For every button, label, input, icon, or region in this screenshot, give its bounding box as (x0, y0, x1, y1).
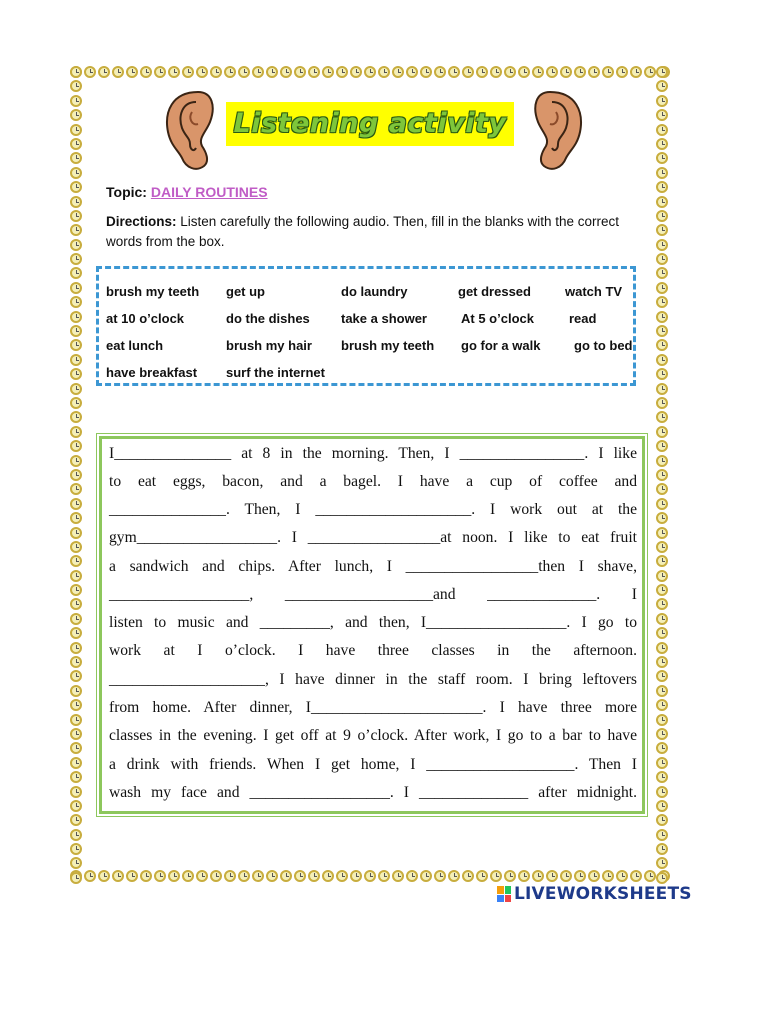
clock-icon (168, 66, 180, 78)
clock-icon (656, 742, 668, 754)
clock-icon (70, 368, 82, 380)
clock-icon (70, 728, 82, 740)
clock-icon (644, 66, 656, 78)
word-bank-item: watch TV (565, 284, 623, 299)
clock-icon (656, 95, 668, 107)
clock-icon (70, 829, 82, 841)
clock-icon (546, 870, 558, 882)
clock-icon (656, 570, 668, 582)
clock-icon (656, 397, 668, 409)
word-bank-item: brush my hair (226, 338, 312, 353)
clock-border-top (70, 66, 670, 80)
clock-icon (656, 109, 668, 121)
clock-icon (656, 584, 668, 596)
clock-icon (406, 870, 418, 882)
word-bank-item: get up (226, 284, 265, 299)
clock-icon (656, 714, 668, 726)
clock-icon (224, 66, 236, 78)
clock-border-bottom (70, 870, 670, 884)
clock-icon (154, 66, 166, 78)
clock-icon (378, 66, 390, 78)
liveworksheets-logo[interactable] (497, 883, 692, 905)
clock-icon (630, 66, 642, 78)
clock-icon (70, 800, 82, 812)
clock-icon (70, 642, 82, 654)
clock-icon (656, 354, 668, 366)
clock-icon (70, 857, 82, 869)
clock-icon (70, 512, 82, 524)
topic-value: DAILY ROUTINES (150, 184, 268, 200)
clock-icon (238, 870, 250, 882)
clock-icon (70, 584, 82, 596)
clock-icon (70, 181, 82, 193)
directions-label: Directions: (106, 214, 177, 229)
clock-icon (266, 66, 278, 78)
clock-icon (70, 440, 82, 452)
clock-icon (644, 870, 656, 882)
clock-icon (656, 814, 668, 826)
clock-icon (476, 870, 488, 882)
clock-icon (70, 109, 82, 121)
clock-icon (70, 757, 82, 769)
clock-icon (656, 771, 668, 783)
clock-icon (280, 870, 292, 882)
clock-icon (602, 870, 614, 882)
clock-icon (224, 870, 236, 882)
clock-icon (560, 66, 572, 78)
clock-icon (448, 66, 460, 78)
clock-icon (70, 138, 82, 150)
word-bank-item: do laundry (341, 284, 408, 299)
clock-icon (322, 66, 334, 78)
clock-icon (656, 527, 668, 539)
clock-icon (490, 66, 502, 78)
clock-icon (532, 66, 544, 78)
clock-icon (70, 339, 82, 351)
clock-icon (70, 541, 82, 553)
clock-icon (518, 66, 530, 78)
clock-icon (656, 267, 668, 279)
clock-icon (70, 786, 82, 798)
page-title: Listening activity (233, 108, 507, 139)
clock-icon (70, 397, 82, 409)
word-bank-item: At 5 o’clock (461, 311, 534, 326)
ear-icon (160, 88, 220, 174)
clock-icon (406, 66, 418, 78)
clock-icon (588, 66, 600, 78)
clock-icon (546, 66, 558, 78)
clock-icon (350, 66, 362, 78)
clock-icon (656, 138, 668, 150)
clock-icon (70, 124, 82, 136)
clock-icon (70, 95, 82, 107)
clock-icon (168, 870, 180, 882)
clock-icon (112, 66, 124, 78)
clock-icon (70, 325, 82, 337)
clock-icon (656, 627, 668, 639)
clock-icon (656, 483, 668, 495)
clock-icon (70, 872, 82, 884)
clock-icon (70, 598, 82, 610)
passage-line: _______________. Then, I ____________________. I work out at the (109, 501, 637, 518)
passage-line: ____________________, I have dinner in the staff room. I bring leftovers (109, 671, 637, 688)
clock-icon (308, 66, 320, 78)
clock-icon (70, 843, 82, 855)
clock-icon (656, 311, 668, 323)
clock-icon (308, 870, 320, 882)
word-bank-item: surf the internet (226, 365, 325, 380)
directions-text: Listen carefully the following audio. Then, fill in the blanks with the correct words from the box. (106, 214, 620, 249)
clock-icon (656, 670, 668, 682)
clock-icon (252, 870, 264, 882)
clock-icon (70, 66, 82, 78)
clock-icon (588, 870, 600, 882)
clock-icon (70, 670, 82, 682)
clock-icon (140, 66, 152, 78)
word-bank-item: do the dishes (226, 311, 310, 326)
clock-icon (656, 224, 668, 236)
clock-border-left (70, 66, 84, 884)
clock-icon (364, 870, 376, 882)
passage-line: I_______________ at 8 in the morning. Then, I ________________. I like (109, 445, 637, 462)
clock-icon (656, 512, 668, 524)
clock-icon (70, 311, 82, 323)
clock-border-right (656, 66, 670, 884)
clock-icon (656, 829, 668, 841)
clock-icon (656, 440, 668, 452)
directions (106, 212, 641, 252)
clock-icon (656, 282, 668, 294)
clock-icon (462, 66, 474, 78)
clock-icon (420, 870, 432, 882)
clock-icon (656, 339, 668, 351)
clock-icon (336, 870, 348, 882)
clock-icon (280, 66, 292, 78)
clock-icon (140, 870, 152, 882)
clock-icon (656, 613, 668, 625)
clock-icon (656, 296, 668, 308)
clock-icon (336, 66, 348, 78)
clock-icon (656, 239, 668, 251)
clock-icon (656, 124, 668, 136)
clock-icon (294, 66, 306, 78)
clock-icon (70, 296, 82, 308)
clock-icon (656, 656, 668, 668)
passage-line: __________________, ___________________and ______________. I (109, 586, 637, 603)
clock-icon (532, 870, 544, 882)
topic-line (106, 184, 268, 200)
clock-icon (560, 870, 572, 882)
clock-icon (462, 870, 474, 882)
clock-icon (126, 870, 138, 882)
clock-icon (518, 870, 530, 882)
clock-icon (434, 870, 446, 882)
clock-icon (70, 714, 82, 726)
clock-icon (420, 66, 432, 78)
clock-icon (266, 870, 278, 882)
liveworksheets-logo-icon (497, 886, 511, 902)
clock-icon (656, 325, 668, 337)
clock-icon (70, 224, 82, 236)
clock-icon (364, 66, 376, 78)
clock-icon (504, 870, 516, 882)
clock-icon (656, 167, 668, 179)
clock-icon (70, 613, 82, 625)
topic-label: Topic: (106, 184, 147, 200)
word-bank (96, 266, 636, 386)
clock-icon (84, 66, 96, 78)
clock-icon (210, 66, 222, 78)
clock-icon (656, 152, 668, 164)
word-bank-item: at 10 o’clock (106, 311, 185, 326)
brand-name: LIVEWORKSHEETS (514, 884, 692, 904)
clock-icon (656, 196, 668, 208)
clock-icon (656, 253, 668, 265)
clock-icon (392, 870, 404, 882)
clock-icon (70, 771, 82, 783)
clock-icon (84, 870, 96, 882)
clock-icon (616, 870, 628, 882)
clock-icon (70, 498, 82, 510)
clock-icon (70, 656, 82, 668)
ear-icon (528, 88, 588, 174)
clock-icon (656, 843, 668, 855)
clock-icon (656, 368, 668, 380)
word-bank-item: go to bed (574, 338, 633, 353)
clock-icon (70, 196, 82, 208)
clock-icon (434, 66, 446, 78)
clock-icon (70, 152, 82, 164)
passage-line: wash my face and __________________. I ______________ after midnight. (109, 784, 637, 801)
clock-icon (656, 642, 668, 654)
clock-icon (70, 814, 82, 826)
clock-icon (70, 699, 82, 711)
clock-icon (70, 685, 82, 697)
clock-icon (602, 66, 614, 78)
clock-icon (196, 870, 208, 882)
clock-icon (504, 66, 516, 78)
clock-icon (70, 469, 82, 481)
clock-icon (656, 383, 668, 395)
clock-icon (70, 80, 82, 92)
clock-icon (656, 786, 668, 798)
clock-icon (70, 282, 82, 294)
clock-icon (656, 541, 668, 553)
clock-icon (252, 66, 264, 78)
clock-icon (70, 267, 82, 279)
word-bank-item: have breakfast (106, 365, 198, 380)
clock-icon (656, 80, 668, 92)
clock-icon (70, 167, 82, 179)
clock-icon (98, 870, 110, 882)
clock-icon (70, 527, 82, 539)
clock-icon (70, 411, 82, 423)
word-bank-item: eat lunch (106, 338, 164, 353)
clock-icon (70, 555, 82, 567)
clock-icon (656, 757, 668, 769)
clock-icon (656, 555, 668, 567)
clock-icon (210, 870, 222, 882)
clock-icon (656, 598, 668, 610)
clock-icon (322, 870, 334, 882)
clock-icon (70, 426, 82, 438)
passage-line: work at I o’clock. I have three classes in the afternoon. (109, 642, 637, 659)
title-banner (226, 102, 514, 146)
clock-icon (70, 210, 82, 222)
clock-icon (70, 239, 82, 251)
word-bank-item: take a shower (341, 311, 427, 326)
clock-icon (656, 699, 668, 711)
passage-line: a drink with friends. When I get home, I ___________________. Then I (109, 756, 637, 773)
clock-icon (196, 66, 208, 78)
clock-icon (448, 870, 460, 882)
clock-icon (630, 870, 642, 882)
clock-icon (656, 685, 668, 697)
clock-icon (126, 66, 138, 78)
word-bank-item: read (569, 311, 597, 326)
passage-line: classes in the evening. I get off at 9 o’clock. After work, I go to a bar to have (109, 727, 637, 744)
word-bank-item: get dressed (458, 284, 531, 299)
clock-icon (656, 426, 668, 438)
clock-icon (154, 870, 166, 882)
clock-icon (656, 857, 668, 869)
word-bank-item: brush my teeth (106, 284, 200, 299)
clock-icon (574, 66, 586, 78)
clock-icon (70, 570, 82, 582)
clock-icon (98, 66, 110, 78)
clock-icon (490, 870, 502, 882)
passage-line: from home. After dinner, I______________________. I have three more (109, 699, 637, 716)
word-bank-item: brush my teeth (341, 338, 435, 353)
clock-icon (392, 66, 404, 78)
passage-line: to eat eggs, bacon, and a bagel. I have a cup of coffee and (109, 473, 637, 490)
clock-icon (238, 66, 250, 78)
passage-line: listen to music and _________, and then, I__________________. I go to (109, 614, 637, 631)
clock-icon (616, 66, 628, 78)
clock-icon (378, 870, 390, 882)
clock-icon (70, 483, 82, 495)
passage-line: a sandwich and chips. After lunch, I _________________then I shave, (109, 558, 637, 575)
clock-icon (656, 469, 668, 481)
clock-icon (70, 354, 82, 366)
clock-icon (656, 411, 668, 423)
clock-icon (70, 253, 82, 265)
clock-icon (656, 455, 668, 467)
clock-icon (182, 66, 194, 78)
clock-icon (656, 210, 668, 222)
word-bank-item: go for a walk (461, 338, 541, 353)
clock-icon (112, 870, 124, 882)
clock-icon (476, 66, 488, 78)
clock-icon (70, 383, 82, 395)
clock-icon (350, 870, 362, 882)
clock-icon (70, 455, 82, 467)
clock-icon (294, 870, 306, 882)
passage-box (99, 436, 645, 814)
passage-line: gym__________________. I _________________at noon. I like to eat fruit (109, 529, 637, 546)
clock-icon (70, 627, 82, 639)
clock-icon (656, 66, 668, 78)
clock-icon (656, 800, 668, 812)
clock-icon (182, 870, 194, 882)
clock-icon (70, 742, 82, 754)
clock-icon (574, 870, 586, 882)
clock-icon (656, 728, 668, 740)
clock-icon (656, 498, 668, 510)
clock-icon (656, 181, 668, 193)
